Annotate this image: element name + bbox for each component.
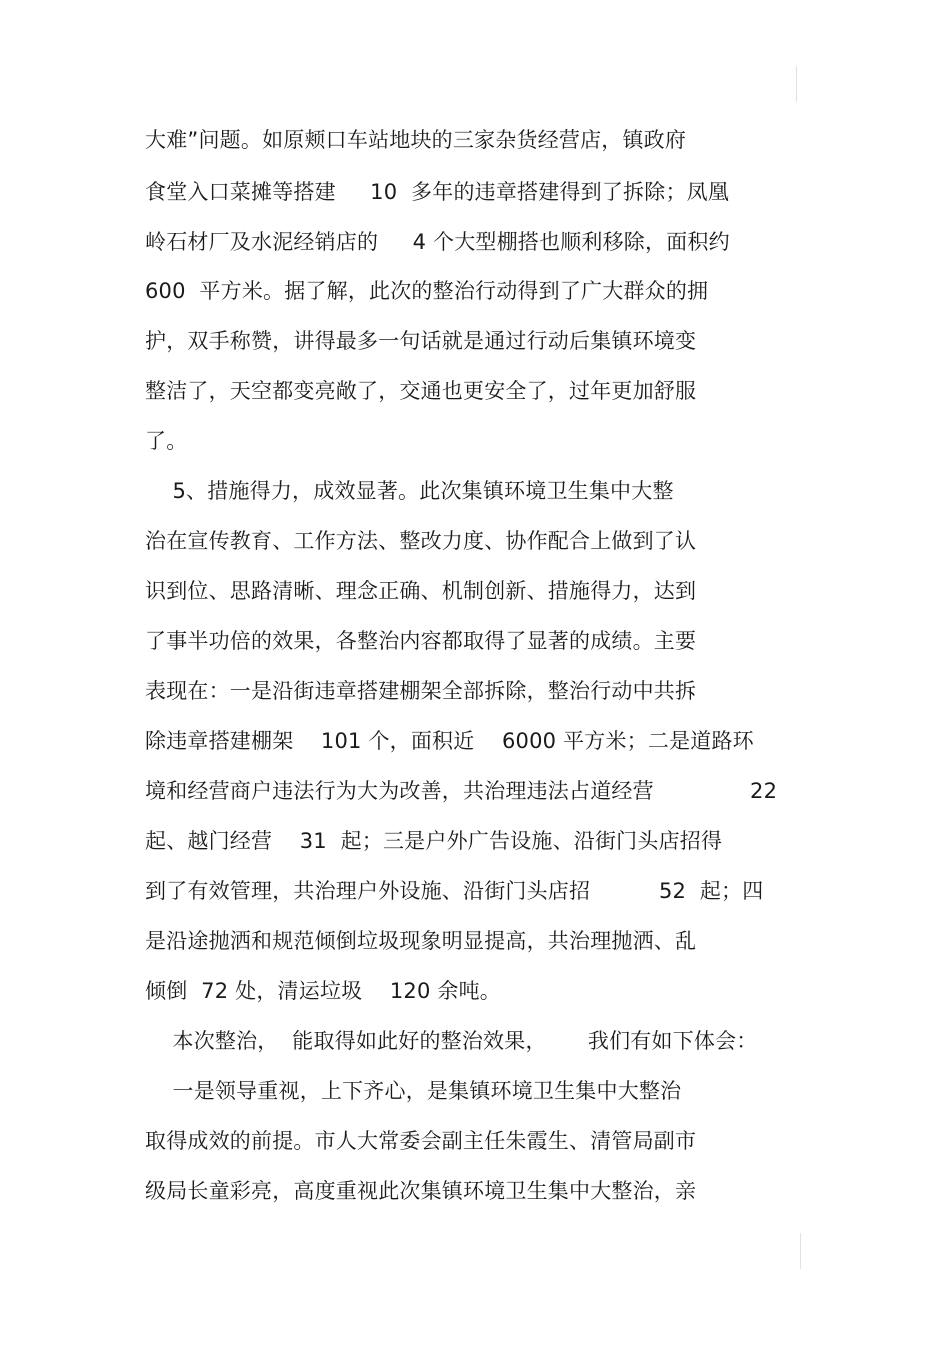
text-line-12: 表现在：一是沿街违章搭建棚架全部拆除，整治行动中共拆	[145, 679, 697, 703]
text-line-6: 整洁了，天空都变亮敞了，交通也更安全了，过年更加舒服	[145, 379, 697, 403]
text-line-17: 是沿途抛洒和规范倾倒垃圾现象明显提高，共治理抛洒、乱	[145, 929, 697, 953]
text-line-4: 600 平方米。据了解，此次的整治行动得到了广大群众的拥	[145, 279, 709, 303]
page-edge-mark-top	[796, 66, 797, 102]
text-line-20: 一是领导重视，上下齐心，是集镇环境卫生集中大整治	[145, 1079, 682, 1103]
text-line-1: 大难”问题。如原颊口车站地块的三家杂货经营店，镇政府	[145, 128, 687, 152]
page-edge-mark-bottom	[800, 1233, 801, 1269]
text-line-22: 级局长童彩亮，高度重视此次集镇环境卫生集中大整治，亲	[145, 1179, 697, 1203]
text-line-19: 本次整治， 能取得如此好的整治效果， 我们有如下体会：	[145, 1029, 758, 1053]
text-line-7: 了。	[145, 429, 188, 453]
text-line-5: 护，双手称赞，讲得最多一句话就是通过行动后集镇环境变	[145, 329, 697, 353]
text-line-2: 食堂入口菜摊等搭建 10 多年的违章搭建得到了拆除；凤凰	[145, 180, 730, 204]
text-line-3: 岭石材厂及水泥经销店的 4 个大型棚搭也顺利移除，面积约	[145, 230, 730, 254]
text-line-13: 除违章搭建棚架 101 个，面积近 6000 平方米；二是道路环	[145, 729, 754, 753]
text-line-10: 识到位、思路清晰、理念正确、机制创新、措施得力，达到	[145, 579, 697, 603]
text-line-21: 取得成效的前提。市人大常委会副主任朱霞生、清管局副市	[145, 1129, 697, 1153]
text-line-18: 倾倒 72 处，清运垃圾 120 余吨。	[145, 979, 502, 1003]
text-line-16: 到了有效管理，共治理户外设施、沿街门头店招 52 起；四	[145, 879, 764, 903]
text-line-14: 境和经营商户违法行为大为改善，共治理违法占道经营 22	[145, 779, 778, 803]
text-line-11: 了事半功倍的效果，各整治内容都取得了显著的成绩。主要	[145, 629, 697, 653]
text-line-8: 5、措施得力，成效显著。此次集镇环境卫生集中大整	[145, 479, 674, 503]
text-line-15: 起、越门经营 31 起；三是户外广告设施、沿街门头店招得	[145, 829, 723, 853]
text-line-9: 治在宣传教育、工作方法、整改力度、协作配合上做到了认	[145, 529, 697, 553]
